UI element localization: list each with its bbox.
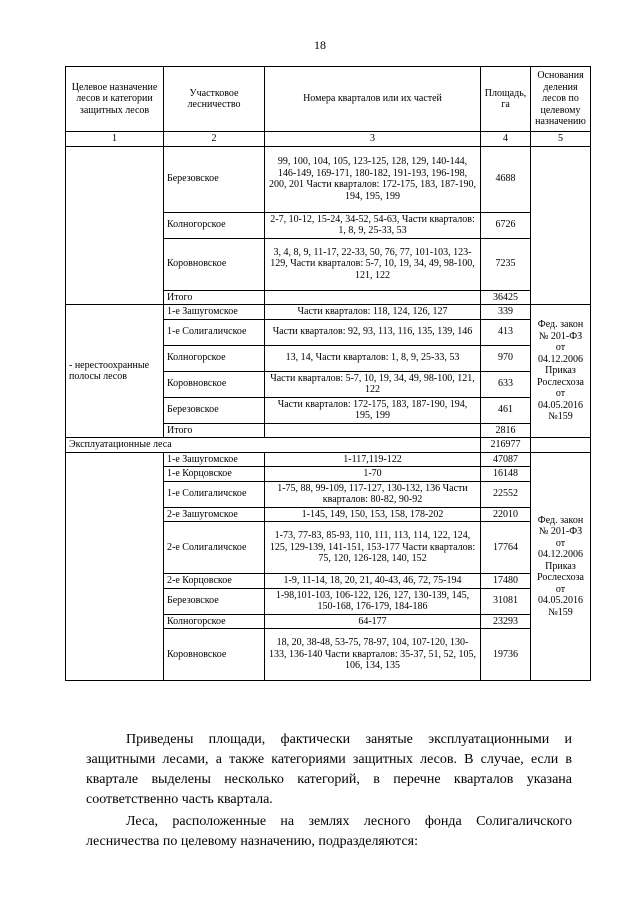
body-paragraph: [86, 730, 572, 810]
area-cell: 19736: [481, 629, 531, 681]
forestry-cell: Колногорское: [164, 212, 265, 238]
col-number: 1: [66, 132, 164, 147]
forestry-cell: Березовское: [164, 397, 265, 423]
exploitation-label: Эксплуатационные леса: [66, 438, 481, 453]
quarters-cell: [265, 423, 481, 438]
col-number: 2: [164, 132, 265, 147]
area-cell: 17764: [481, 522, 531, 574]
paragraph-text: Приведены площади, фактически занятые эксплуатационными и защитными лесами, а также категориями защитных лесов. В случае, если в квартале выделены несколько категорий, в перечне кварталов указана соответственно часть квартала.: [86, 732, 572, 807]
area-cell: 47087: [481, 452, 531, 467]
area-cell: 31081: [481, 588, 531, 614]
forestry-cell: 1-е Зашугомское: [164, 452, 265, 467]
page-number: 18: [314, 38, 326, 52]
col-number: 5: [531, 132, 591, 147]
forestry-cell: Коровновское: [164, 371, 265, 397]
header-purpose: Целевое назначение лесов и категории защитных лесов: [66, 67, 164, 132]
quarters-cell: 3, 4, 8, 9, 11-17, 22-33, 50, 76, 77, 101-103, 123-129, Части кварталов: 5-7, 10, 19, 34, 49, 98-100, 121, 122: [265, 238, 481, 290]
quarters-cell: 1-98,101-103, 106-122, 126, 127, 130-139, 145, 150-168, 176-179, 184-186: [265, 588, 481, 614]
area-cell: 22010: [481, 507, 531, 522]
area-cell: 4688: [481, 146, 531, 212]
forestry-cell: Березовское: [164, 146, 265, 212]
forestry-cell: Березовское: [164, 588, 265, 614]
area-cell: 339: [481, 305, 531, 320]
quarters-cell: 2-7, 10-12, 15-24, 34-52, 54-63, Части кварталов: 1, 8, 9, 25-33, 53: [265, 212, 481, 238]
quarters-cell: 99, 100, 104, 105, 123-125, 128, 129, 140-144, 146-149, 169-171, 180-182, 191-193, 196-198, 200, 201 Части кварталов: 172-175, 183, 187-190, 194, 195, 199: [265, 146, 481, 212]
forestry-cell: Колногорское: [164, 614, 265, 629]
forestry-cell: Коровновское: [164, 629, 265, 681]
basis-cell: Фед. закон № 201-ФЗ от 04.12.2006 Приказ Рослесхоза от 04.05.2016 №159: [531, 452, 591, 681]
total-label: Итого: [164, 423, 265, 438]
basis-cell-empty: [531, 438, 591, 453]
exploitation-area: 216977: [481, 438, 531, 453]
table-header-row: [66, 67, 591, 132]
area-cell: 461: [481, 397, 531, 423]
forestry-cell: Колногорское: [164, 345, 265, 371]
forestry-cell: 2-е Корцовское: [164, 574, 265, 589]
column-number-row: [66, 132, 591, 147]
total-area: 2816: [481, 423, 531, 438]
paragraph-text: Леса, расположенные на землях лесного фонда Солигаличского лесничества по целевому назначению, подразделяются:: [86, 814, 572, 849]
area-cell: 6726: [481, 212, 531, 238]
quarters-cell: 1-73, 77-83, 85-93, 110, 111, 113, 114, 122, 124, 125, 129-139, 141-151, 153-177 Части кварталов: 75, 120, 126-128, 140, 152: [265, 522, 481, 574]
quarters-cell: Части кварталов: 5-7, 10, 19, 34, 49, 98-100, 121, 122: [265, 371, 481, 397]
forestry-cell: 2-е Солигаличское: [164, 522, 265, 574]
total-label: Итого: [164, 290, 265, 305]
purpose-cell-empty: [66, 146, 164, 305]
quarters-cell: Части кварталов: 172-175, 183, 187-190, 194, 195, 199: [265, 397, 481, 423]
forestry-cell: Коровновское: [164, 238, 265, 290]
area-cell: 633: [481, 371, 531, 397]
forestry-cell: 1-е Корцовское: [164, 467, 265, 482]
quarters-cell: 13, 14, Части кварталов: 1, 8, 9, 25-33, 53: [265, 345, 481, 371]
header-area: Площадь, га: [481, 67, 531, 132]
area-cell: 23293: [481, 614, 531, 629]
quarters-cell: 64-177: [265, 614, 481, 629]
exploitation-row: [66, 438, 591, 453]
area-cell: 7235: [481, 238, 531, 290]
header-quarters: Номера кварталов или их частей: [265, 67, 481, 132]
area-cell: 16148: [481, 467, 531, 482]
area-cell: 413: [481, 319, 531, 345]
table-row: [66, 305, 591, 320]
table-row: [66, 146, 591, 212]
quarters-cell: Части кварталов: 92, 93, 113, 116, 135, 139, 146: [265, 319, 481, 345]
basis-cell-empty: [531, 146, 591, 305]
header-basis: Основания деления лесов по целевому назначению: [531, 67, 591, 132]
quarters-cell: [265, 290, 481, 305]
col-number: 4: [481, 132, 531, 147]
body-paragraph: [86, 812, 572, 852]
quarters-cell: 1-145, 149, 150, 153, 158, 178-202: [265, 507, 481, 522]
total-area: 36425: [481, 290, 531, 305]
purpose-cell-empty: [66, 452, 164, 681]
area-cell: 970: [481, 345, 531, 371]
quarters-cell: 1-117,119-122: [265, 452, 481, 467]
quarters-cell: 18, 20, 38-48, 53-75, 78-97, 104, 107-120, 130-133, 136-140 Части кварталов: 35-37, 51, 52, 105, 106, 134, 135: [265, 629, 481, 681]
area-cell: 22552: [481, 481, 531, 507]
forest-table: [65, 66, 591, 681]
table-row: [66, 452, 591, 467]
forestry-cell: 2-е Зашугомское: [164, 507, 265, 522]
forestry-cell: 1-е Солигаличское: [164, 481, 265, 507]
quarters-cell: 1-9, 11-14, 18, 20, 21, 40-43, 46, 72, 75-194: [265, 574, 481, 589]
forestry-cell: 1-е Зашугомское: [164, 305, 265, 320]
forestry-cell: 1-е Солигаличское: [164, 319, 265, 345]
col-number: 3: [265, 132, 481, 147]
area-cell: 17480: [481, 574, 531, 589]
quarters-cell: Части кварталов: 118, 124, 126, 127: [265, 305, 481, 320]
quarters-cell: 1-70: [265, 467, 481, 482]
basis-cell: Фед. закон № 201-ФЗ от 04.12.2006 Приказ Рослесхоза от 04.05.2016 №159: [531, 305, 591, 438]
header-forestry: Участковое лесничество: [164, 67, 265, 132]
quarters-cell: 1-75, 88, 99-109, 117-127, 130-132, 136 Части кварталов: 80-82, 90-92: [265, 481, 481, 507]
purpose-cell: - нерестоохранные полосы лесов: [66, 305, 164, 438]
